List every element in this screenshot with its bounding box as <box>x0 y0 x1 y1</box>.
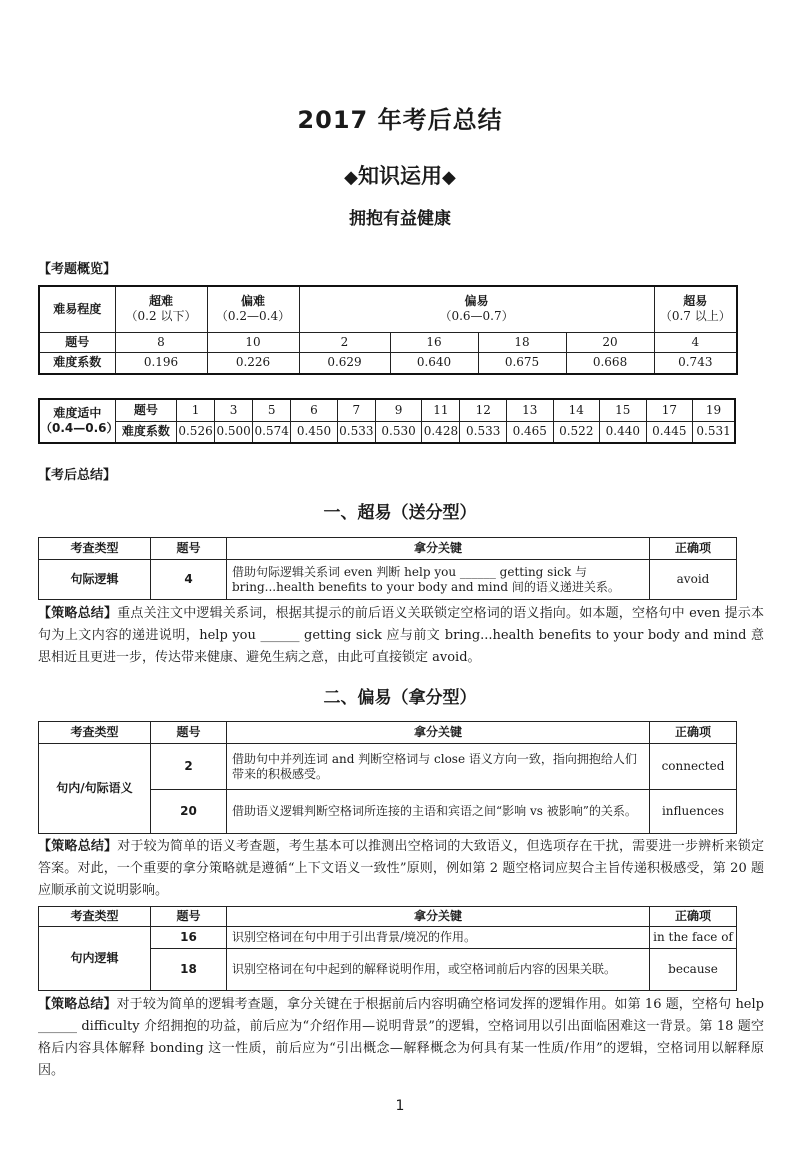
qno-cell: 16 <box>151 927 227 949</box>
part2-table <box>38 721 737 834</box>
level-cell: 难度适中 （0.4—0.6） <box>39 399 115 443</box>
page-number: 1 <box>395 1098 405 1114</box>
strategy-label: 【策略总结】 <box>38 606 118 621</box>
coef-cell: 0.533 <box>460 421 507 443</box>
page-title: 2017 年考后总结 <box>297 106 503 134</box>
coef-cell: 0.533 <box>337 421 375 443</box>
qno-cell: 19 <box>693 399 735 421</box>
header-qno: 题号 <box>151 538 227 560</box>
level-cell: 超难 （0.2 以下） <box>115 286 207 332</box>
header-answer: 正确项 <box>650 538 737 560</box>
answer-cell: influences <box>650 790 737 834</box>
header-qno: 题号 <box>151 722 227 744</box>
part1-strategy <box>38 603 764 669</box>
coef-label: 难度系数 <box>115 421 176 443</box>
coef-cell: 0.574 <box>253 421 291 443</box>
qno-cell: 15 <box>600 399 647 421</box>
answer-cell: in the face of <box>650 927 737 949</box>
coef-cell: 0.428 <box>422 421 460 443</box>
coef-cell: 0.526 <box>177 421 215 443</box>
part1-heading: 一、超易（送分型） <box>323 503 477 523</box>
qno-row <box>39 399 735 421</box>
qno-cell: 2 <box>151 744 227 790</box>
header-row <box>39 907 737 927</box>
qno-cell: 3 <box>215 399 253 421</box>
qno-cell: 20 <box>566 332 654 352</box>
section-title <box>0 160 800 190</box>
qno-cell: 11 <box>422 399 460 421</box>
level-cell: 超易 （0.7 以上） <box>654 286 737 332</box>
qno-cell: 5 <box>253 399 291 421</box>
strategy-text: 重点关注文中逻辑关系词，根据其提示的前后语义关联锁定空格词的语义指向。如本题，空格句中 even 提示本句为上文内容的递进说明，help you ______ getting sick 应与前文 bring...health benefits to your body and mind 意思相近且更进一步，传达带来健康、避免生病之意，由此可直接锁定 avoid。 <box>38 606 764 665</box>
strategy-label: 【策略总结】 <box>38 839 118 854</box>
header-type: 考查类型 <box>39 722 151 744</box>
overview-table-2 <box>38 398 736 444</box>
header-key: 拿分关键 <box>227 538 650 560</box>
difficulty-label: 难易程度 <box>39 286 115 332</box>
part2-strategy <box>38 836 764 902</box>
diamond-left-icon: ◆ <box>344 167 358 188</box>
qno-cell: 12 <box>460 399 507 421</box>
passage-title: 拥抱有益健康 <box>349 209 451 229</box>
qno-cell: 17 <box>646 399 693 421</box>
header-answer: 正确项 <box>650 907 737 927</box>
answer-cell: connected <box>650 744 737 790</box>
header-key: 拿分关键 <box>227 722 650 744</box>
answer-cell: because <box>650 949 737 991</box>
strategy-text: 对于较为简单的逻辑考查题，拿分关键在于根据前后内容明确空格词发挥的逻辑作用。如第 16 题，空格句 help ______ difficulty 介绍拥抱的功益，前后应为“介绍作用—说明背景”的逻辑，空格词用以引出面临困难这一背景。第 18 题空格后内容具体解释 bonding 这一性质，前后应为“引出概念—解释概念为何具有某一性质/作用”的逻辑，空格词用以解释原因。 <box>38 997 764 1078</box>
qno-cell: 7 <box>337 399 375 421</box>
coef-cell: 0.196 <box>115 352 207 374</box>
summary-tag: 【考后总结】 <box>38 468 117 483</box>
coef-row <box>39 352 737 374</box>
level-cell: 偏难 （0.2—0.4） <box>207 286 299 332</box>
strategy-label: 【策略总结】 <box>38 997 117 1012</box>
qno-cell: 9 <box>375 399 422 421</box>
coef-cell: 0.226 <box>207 352 299 374</box>
key-cell: 借助句际逻辑关系词 even 判断 help you ______ getting sick 与 bring...health benefits to your body and mind 间的语义递进关系。 <box>227 560 650 600</box>
table-row <box>39 927 737 949</box>
type-cell: 句际逻辑 <box>39 560 151 600</box>
overview-table-1 <box>38 285 738 375</box>
coef-cell: 0.465 <box>506 421 553 443</box>
header-row <box>39 722 737 744</box>
part1-table <box>38 537 737 600</box>
qno-cell: 1 <box>177 399 215 421</box>
qno-label: 题号 <box>39 332 115 352</box>
coef-cell: 0.640 <box>390 352 478 374</box>
header-type: 考查类型 <box>39 907 151 927</box>
key-cell: 借助语义逻辑判断空格词所连接的主语和宾语之间“影响 vs 被影响”的关系。 <box>227 790 650 834</box>
header-type: 考查类型 <box>39 538 151 560</box>
key-cell: 识别空格词在句中起到的解释说明作用，或空格词前后内容的因果关联。 <box>227 949 650 991</box>
coef-label: 难度系数 <box>39 352 115 374</box>
coef-cell: 0.675 <box>478 352 566 374</box>
qno-cell: 4 <box>151 560 227 600</box>
coef-cell: 0.522 <box>553 421 600 443</box>
header-answer: 正确项 <box>650 722 737 744</box>
qno-cell: 20 <box>151 790 227 834</box>
type-cell: 句内逻辑 <box>39 927 151 991</box>
qno-cell: 2 <box>299 332 390 352</box>
table-row <box>39 560 737 600</box>
coef-cell: 0.668 <box>566 352 654 374</box>
part2-heading: 二、偏易（拿分型） <box>323 688 477 708</box>
qno-cell: 18 <box>151 949 227 991</box>
qno-row <box>39 332 737 352</box>
coef-cell: 0.530 <box>375 421 422 443</box>
coef-cell: 0.743 <box>654 352 737 374</box>
qno-cell: 6 <box>291 399 338 421</box>
part3-strategy <box>38 994 764 1082</box>
qno-cell: 8 <box>115 332 207 352</box>
header-qno: 题号 <box>151 907 227 927</box>
qno-label: 题号 <box>115 399 176 421</box>
coef-cell: 0.629 <box>299 352 390 374</box>
level-cell: 偏易 （0.6—0.7） <box>299 286 654 332</box>
type-cell: 句内/句际语义 <box>39 744 151 834</box>
key-cell: 借助句中并列连词 and 判断空格词与 close 语义方向一致，指向拥抱给人们带来的积极感受。 <box>227 744 650 790</box>
qno-cell: 13 <box>506 399 553 421</box>
coef-cell: 0.500 <box>215 421 253 443</box>
part3-table <box>38 906 737 991</box>
qno-cell: 4 <box>654 332 737 352</box>
table-row <box>39 744 737 790</box>
answer-cell: avoid <box>650 560 737 600</box>
key-cell: 识别空格词在句中用于引出背景/境况的作用。 <box>227 927 650 949</box>
coef-cell: 0.445 <box>646 421 693 443</box>
qno-cell: 16 <box>390 332 478 352</box>
coef-row <box>39 421 735 443</box>
header-row <box>39 538 737 560</box>
coef-cell: 0.440 <box>600 421 647 443</box>
qno-cell: 18 <box>478 332 566 352</box>
coef-cell: 0.450 <box>291 421 338 443</box>
overview-tag: 【考题概览】 <box>38 262 117 277</box>
section-title-text: 知识运用 <box>358 164 442 188</box>
coef-cell: 0.531 <box>693 421 735 443</box>
difficulty-row <box>39 286 737 332</box>
qno-cell: 10 <box>207 332 299 352</box>
header-key: 拿分关键 <box>227 907 650 927</box>
diamond-right-icon: ◆ <box>442 167 456 188</box>
strategy-text: 对于较为简单的语义考查题，考生基本可以推测出空格词的大致语义，但选项存在干扰，需要进一步辨析来锁定答案。对此，一个重要的拿分策略就是遵循“上下文语义一致性”原则，例如第 2 题空格词应契合主旨传递积极感受，第 20 题应顺承前文说明影响。 <box>38 839 764 898</box>
qno-cell: 14 <box>553 399 600 421</box>
